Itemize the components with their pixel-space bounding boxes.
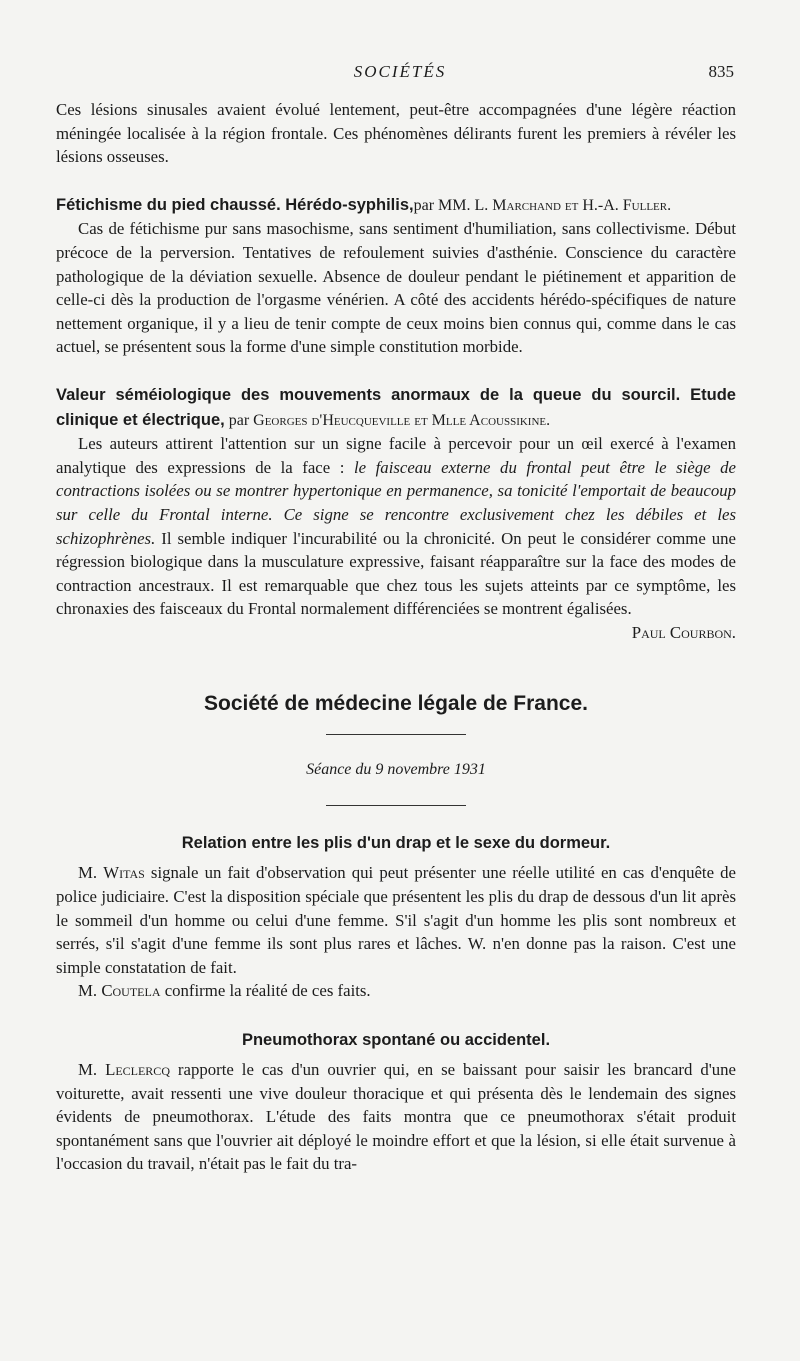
- article-title: Valeur séméiologique des mouvements anormaux de la queue du sourcil. Etude clinique et électrique,: [56, 385, 736, 429]
- article-text: [56, 432, 736, 621]
- running-title: SOCIÉTÉS: [353, 62, 447, 81]
- article-text: [56, 979, 736, 1003]
- text-part: signale un fait d'observation qui peut présenter une réelle utilité en cas d'enquête de police judiciaire. C'est la disposition spéciale que présentent les plis du drap de dessous d'un lit après le sommeil d'un homme ou celui d'une femme. S'il s'agit d'un homme les plis sont nombreux et serrés, s'il s'agit d'une femme ils sont plus rares et lâches. W. n'en donne pas la raison. C'est une simple constatation de fait.: [56, 863, 737, 977]
- prefix: M.: [78, 1060, 106, 1080]
- society-title: Société de médecine légale de France.: [204, 692, 588, 716]
- authors: Georges d'Heucqueville et Mlle Acoussikine.: [253, 411, 551, 429]
- text-part: Il semble indiquer l'incurabilité ou la chronicité. On peut le considérer comme une régression biologique dans la musculature expressive, faisant réapparaître sur la face des modes de contraction ancestraux. Il est remarquable que chez tous les sujets atteints par ce symptôme, les chronaxies des faisceaux du Frontal normalement différenciées se montrent égalisées.: [56, 528, 736, 619]
- article-text: [56, 861, 736, 979]
- page-header: [0, 62, 800, 86]
- session-date: Séance du 9 novembre 1931: [306, 761, 486, 779]
- divider: [326, 805, 466, 806]
- text-part: confirme la réalité de ces faits.: [160, 981, 371, 1001]
- prefix: M.: [78, 981, 102, 1001]
- member-name: Leclercq: [105, 1060, 170, 1080]
- article-text: [56, 1058, 736, 1176]
- article-text: Cas de fétichisme pur sans masochisme, sans sentiment d'humiliation, sans collectivisme. Début précoce de la perversion. Tentatives de refoulement suivies d'asthénie. Conscience du caractère pathologique de la déviation sexuelle. Absence de douleur pendant le piétinement et apparition de celle-ci dès la production de l'orgasme vénérien. A côté des accidents hérédo-spécifiques de nature nettement organique, il y a lieu de tenir compte de ceux moins bien connus qui, comme dans le cas actuel, se présentent sous la forme d'une simple constitution morbide.: [56, 219, 736, 357]
- member-name: Coutela: [101, 981, 161, 1001]
- authors-prefix: par MM.: [413, 196, 475, 214]
- authors-prefix: par: [224, 411, 254, 429]
- article-title: Relation entre les plis d'un drap et le sexe du dormeur.: [181, 834, 611, 853]
- article-semeiologie: [56, 383, 736, 432]
- authors: L. Marchand et H.-A. Fuller.: [474, 196, 672, 214]
- divider: [326, 734, 466, 735]
- signature: Paul Courbon.: [631, 622, 736, 642]
- prefix: M.: [78, 863, 104, 883]
- text-italic: le faisceau externe du frontal peut être le siège de contractions isolées ou se montrer hypertonique en permanence, sa tonicité l'emportait de beaucoup sur celle du Frontal interne. Ce signe se rencontre exclusivement chez les débiles et les schizophrènes.: [56, 457, 736, 548]
- article-title: Pneumothorax spontané ou accidentel.: [241, 1031, 551, 1050]
- text-part: Les auteurs attirent l'attention sur un signe facile à percevoir pour un œil exercé à l'examen analytique des expressions de la face :: [56, 434, 736, 477]
- intro-paragraph: Ces lésions sinusales avaient évolué lentement, peut-être accompagnées d'une légère réaction méningée localisée à la région frontale. Ces phénomènes délirants furent les premiers à révéler les lésions osseuses.: [56, 100, 736, 167]
- article-fetichisme: [56, 193, 736, 218]
- page-number: 835: [708, 62, 734, 81]
- page-body: [56, 98, 736, 1176]
- text-part: rapporte le cas d'un ouvrier qui, en se baissant pour saisir les brancard d'une voiturette, avait ressenti une vive douleur thoracique et qui présenta dès le lendemain des signes évidents de pneumothorax. L'étude des faits montra que ce pneumothorax s'était produit spontanément sans que l'ouvrier ait déployé le moindre effort et que la lésion, si elle était survenue à l'occasion du travail, n'était pas le fait du tra-: [56, 1060, 736, 1174]
- member-name: Witas: [103, 863, 145, 883]
- article-title: Fétichisme du pied chaussé. Hérédo-syphilis,: [56, 195, 414, 214]
